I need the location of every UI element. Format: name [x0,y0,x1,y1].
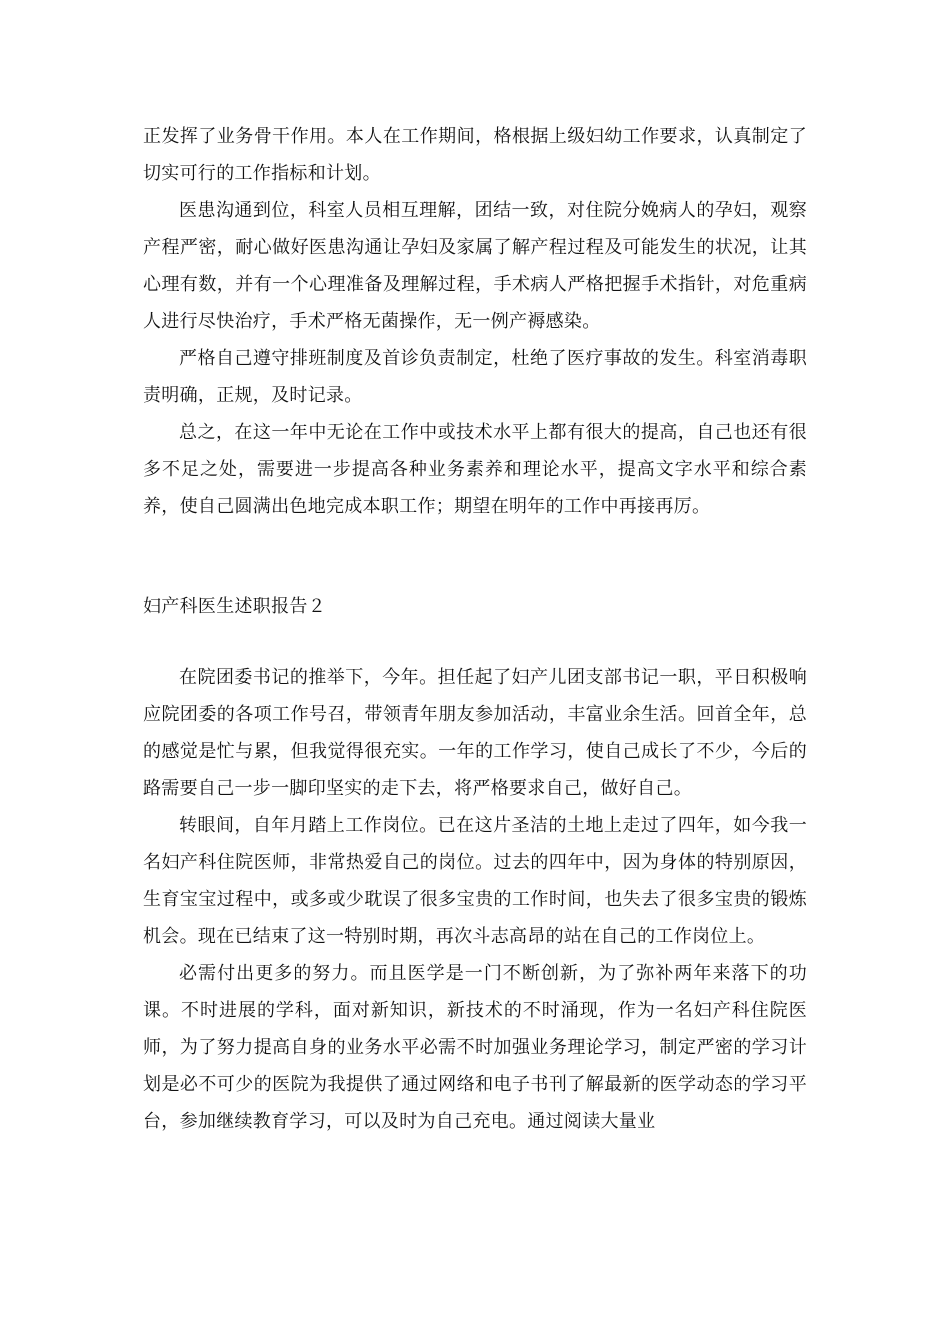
section-title: 妇产科医生述职报告２ [143,596,326,617]
paragraph-study-effort: 必需付出更多的努力。而且医学是一门不断创新，为了弥补两年来落下的功课。不时进展的学科，面对新知识，新技术的不时涌现，作为一名妇产科住院医师，为了努力提高自身的业务水平必需不时加强业务理论学习，制定严密的学习计划是必不可少的医院为我提供了通过网络和电子书刊了解最新的医学动态的学习平台，参加继续教育学习，可以及时为自己充电。通过阅读大量业 [143,963,807,1132]
paragraph-doctor-patient-communication: 医患沟通到位，科室人员相互理解，团结一致，对住院分娩病人的孕妇，观察产程严密，耐心做好医患沟通让孕妇及家属了解产程过程及可能发生的状况，让其心理有数，并有一个心理准备及理解过程，手术病人严格把握手术指针，对危重病人进行尽快治疗，手术严格无菌操作，无一例产褥感染。 [143,200,807,332]
paragraph-work-years: 转眼间，自年月踏上工作岗位。已在这片圣洁的土地上走过了四年，如今我一名妇产科住院医师，非常热爱自己的岗位。过去的四年中，因为身体的特别原因，生育宝宝过程中，或多或少耽误了很多宝贵的工作时间，也失去了很多宝贵的锻炼机会。现在已结束了这一特别时期，再次斗志高昂的站在自己的工作岗位上。 [143,815,807,947]
paragraph-league-secretary: 在院团委书记的推举下，今年。担任起了妇产儿团支部书记一职，平日积极响应院团委的各项工作号召，带领青年朋友参加活动，丰富业余生活。回首全年，总的感觉是忙与累，但我觉得很充实。一年的工作学习，使自己成长了不少，今后的路需要自己一步一脚印坚实的走下去，将严格要求自己，做好自己。 [143,667,807,799]
document-body [143,118,807,1140]
paragraph-continuation: 正发挥了业务骨干作用。本人在工作期间，格根据上级妇幼工作要求，认真制定了切实可行的工作指标和计划。 [143,126,807,184]
paragraph-duty-system: 严格自己遵守排班制度及首诊负责制定，杜绝了医疗事故的发生。科室消毒职责明确，正规，及时记录。 [143,348,807,406]
paragraph-summary: 总之，在这一年中无论在工作中或技术水平上都有很大的提高，自己也还有很多不足之处，需要进一步提高各种业务素养和理论水平，提高文字水平和综合素养，使自己圆满出色地完成本职工作；期望在明年的工作中再接再厉。 [143,422,807,517]
